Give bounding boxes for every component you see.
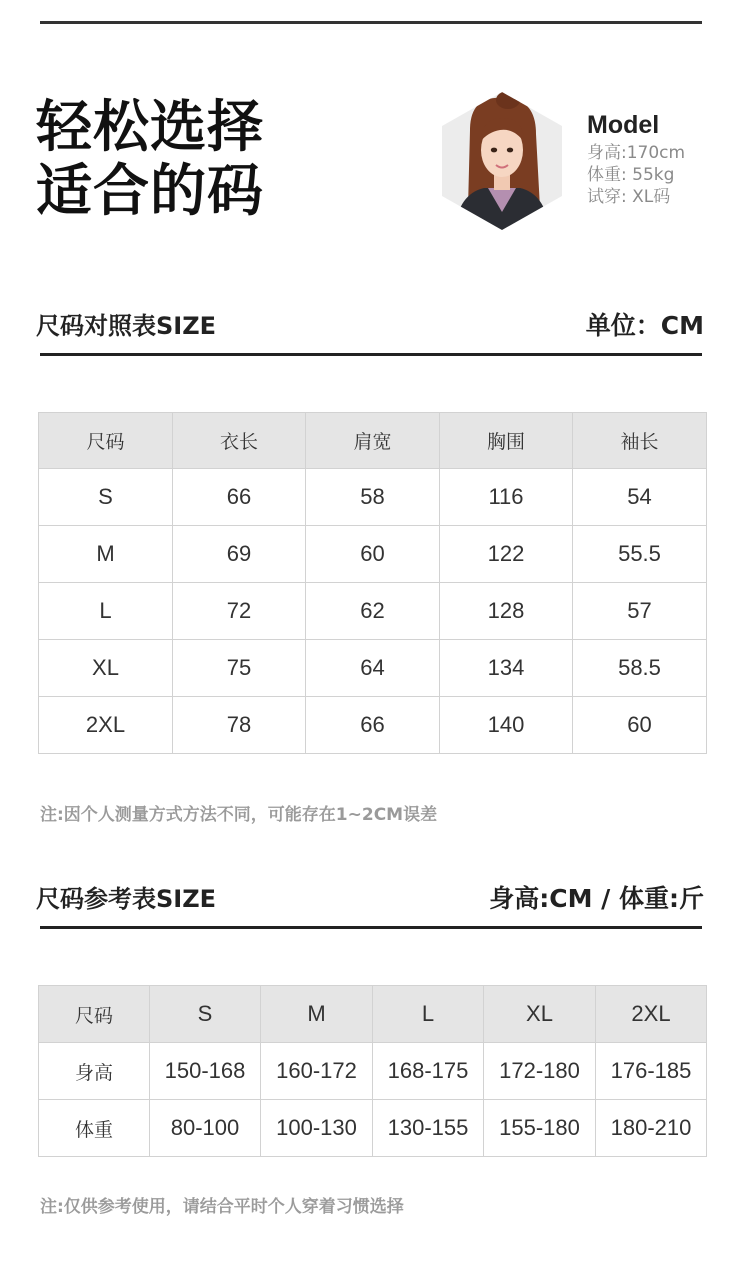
reference-chart-divider xyxy=(40,926,702,929)
table-cell: 2XL xyxy=(39,697,173,754)
table-cell: 75 xyxy=(173,640,306,697)
table-cell: 180-210 xyxy=(596,1100,707,1157)
reference-chart-table xyxy=(38,985,707,1157)
size-chart-note: 注:因个人测量方式方法不同，可能存在1~2CM误差 xyxy=(40,805,438,825)
table-cell: 64 xyxy=(306,640,440,697)
table-cell: 58.5 xyxy=(573,640,707,697)
row-label: 体重 xyxy=(39,1100,150,1157)
row-label: 身高 xyxy=(39,1043,150,1100)
header-cell: S xyxy=(150,986,261,1043)
header-cell: 肩宽 xyxy=(306,413,440,469)
header-cell: 2XL xyxy=(596,986,707,1043)
table-cell: 134 xyxy=(440,640,573,697)
table-cell: L xyxy=(39,583,173,640)
table-cell: 150-168 xyxy=(150,1043,261,1100)
table-cell: XL xyxy=(39,640,173,697)
reference-chart-note: 注:仅供参考使用，请结合平时个人穿着习惯选择 xyxy=(40,1197,404,1217)
table-cell: 176-185 xyxy=(596,1043,707,1100)
table-cell: 69 xyxy=(173,526,306,583)
table-row xyxy=(39,583,707,640)
table-cell: 60 xyxy=(573,697,707,754)
table-cell: 57 xyxy=(573,583,707,640)
table-cell: 100-130 xyxy=(261,1100,373,1157)
size-chart-table xyxy=(38,412,707,754)
table-cell: S xyxy=(39,469,173,526)
table-row xyxy=(39,526,707,583)
size-chart-divider xyxy=(40,353,702,356)
table-cell: 72 xyxy=(173,583,306,640)
table-row xyxy=(39,1043,707,1100)
table-cell: M xyxy=(39,526,173,583)
table-header-row xyxy=(39,413,707,469)
table-cell: 140 xyxy=(440,697,573,754)
hero-title-line1: 轻松选择 xyxy=(36,95,264,160)
table-cell: 66 xyxy=(306,697,440,754)
model-fit-size: 试穿: XL码 xyxy=(587,187,671,207)
table-cell: 130-155 xyxy=(373,1100,484,1157)
table-cell: 128 xyxy=(440,583,573,640)
header-cell: 衣长 xyxy=(173,413,306,469)
table-cell: 172-180 xyxy=(484,1043,596,1100)
table-cell: 155-180 xyxy=(484,1100,596,1157)
model-avatar xyxy=(440,90,564,232)
table-cell: 55.5 xyxy=(573,526,707,583)
model-height: 身高:170cm xyxy=(587,143,686,163)
size-chart-title: 尺码对照表SIZE xyxy=(36,312,217,340)
header-cell: XL xyxy=(484,986,596,1043)
table-row xyxy=(39,640,707,697)
header-cell: 尺码 xyxy=(39,986,150,1043)
header-cell: M xyxy=(261,986,373,1043)
model-portrait-icon xyxy=(440,90,564,232)
table-cell: 60 xyxy=(306,526,440,583)
size-chart-header xyxy=(36,306,704,346)
table-cell: 116 xyxy=(440,469,573,526)
model-info xyxy=(587,110,737,208)
table-row xyxy=(39,1100,707,1157)
header-cell: 尺码 xyxy=(39,413,173,469)
model-weight: 体重: 55kg xyxy=(587,165,675,185)
reference-chart-unit: 身高:CM / 体重:斤 xyxy=(489,884,704,913)
reference-chart-title: 尺码参考表SIZE xyxy=(36,885,217,913)
table-cell: 168-175 xyxy=(373,1043,484,1100)
table-row xyxy=(39,469,707,526)
table-cell: 78 xyxy=(173,697,306,754)
size-chart-unit: 单位：CM xyxy=(585,311,704,340)
model-title: Model xyxy=(587,111,660,139)
table-cell: 160-172 xyxy=(261,1043,373,1100)
hero-title-line2: 适合的码 xyxy=(36,159,264,224)
reference-chart-header xyxy=(36,879,704,919)
header-cell: 胸围 xyxy=(440,413,573,469)
top-divider xyxy=(40,21,702,24)
header-cell: L xyxy=(373,986,484,1043)
hero-title xyxy=(36,96,296,224)
table-cell: 58 xyxy=(306,469,440,526)
header-cell: 袖长 xyxy=(573,413,707,469)
table-cell: 122 xyxy=(440,526,573,583)
table-cell: 80-100 xyxy=(150,1100,261,1157)
table-header-row xyxy=(39,986,707,1043)
table-row xyxy=(39,697,707,754)
table-cell: 62 xyxy=(306,583,440,640)
table-cell: 66 xyxy=(173,469,306,526)
table-cell: 54 xyxy=(573,469,707,526)
